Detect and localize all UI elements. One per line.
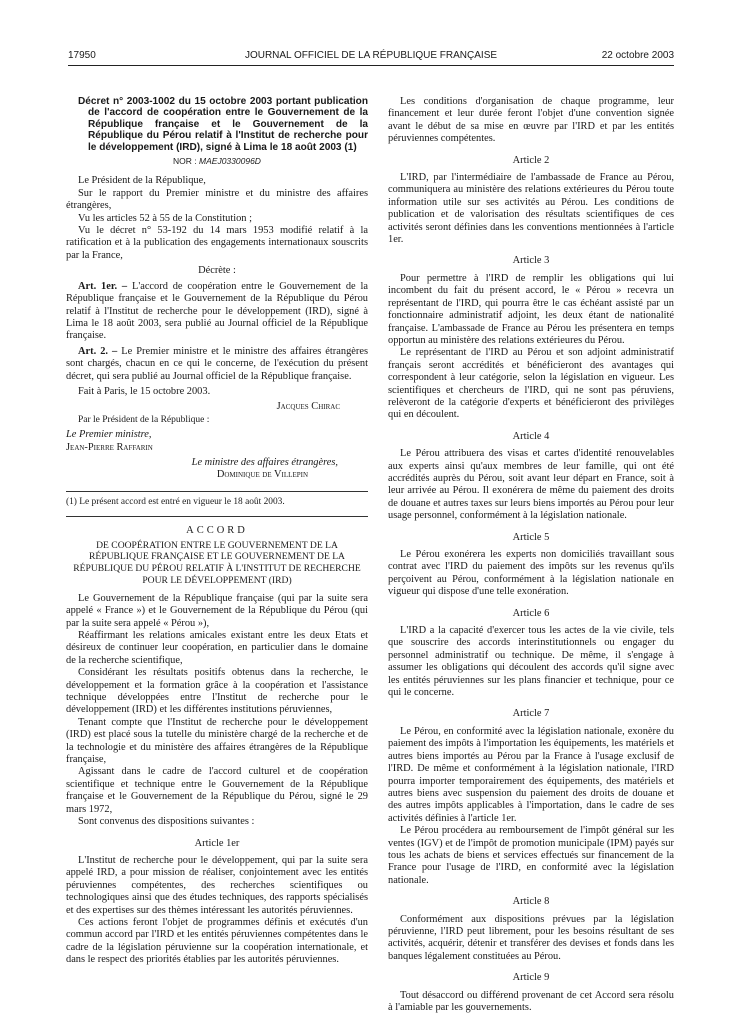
article-2-paragraph: L'IRD, par l'intermédiaire de l'ambassade de France au Pérou, communiquera au ministère des relations extérieures du Pérou toute information utile sur ses activités au Pérou. Les conditions de publication et de valorisation des résultats scientifiques de ces activités seront définies dans les conventions mentionnées à l'article 1er. — [388, 172, 674, 246]
article-6-heading: Article 6 — [512, 607, 550, 619]
par-le-president: Par le Président de la République : — [78, 414, 210, 425]
footnote-rule-bottom — [66, 516, 368, 517]
article-3-paragraph: Pour permettre à l'IRD de remplir les obligations qui lui incombent du fait du présent accord, le « Pérou » recevra un représentant de l'IRD, qui pourra être le cas échéant assisté par un fonctionnaire administratif adjoint, les deux étant de nationalité française. L'ambassade de France au Pérou les présentera en temps opportun au ministère des relations extérieures du Pérou. — [388, 272, 674, 346]
page-number: 17950 — [68, 50, 96, 61]
preamble-paragraph: Agissant dans le cadre de l'accord culturel et de coopération scientifique et technique entre le Gouvernement de la République française et le Gouvernement de la République du Pérou, signé le 29 mars 1972, — [66, 766, 368, 815]
decree-paragraph: Vu les articles 52 à 55 de la Constitution ; — [78, 212, 252, 224]
article-6-paragraph: L'IRD a la capacité d'exercer tous les actes de la vie civile, tels que souscrire des accords interinstitutionnels ou engager du personnel administratif ou technique. De même, il s'engage à assumer les obligations qui découlent des accords qu'il signe avec les entités péruviennes sur les plans financier et technique, pour ce qui le concerne. — [388, 625, 674, 699]
footnote-rule — [66, 491, 368, 492]
decree-paragraph: Le Président de la République, — [78, 175, 206, 187]
decree-title: Décret n° 2003-1002 du 15 octobre 2003 portant publication de l'accord de coopération entre le Gouvernement de la République française et le Gouvernement de la République du Pérou relatif à l'Institut de recherche pour le développement (IRD), signé à Lima le 18 août 2003 (1) — [78, 96, 368, 153]
decrete-label: Décrète : — [198, 265, 236, 277]
article-8-paragraph: Conformément aux dispositions prévues par la législation péruvienne, l'IRD peut librement, pour les besoins résultant de ses activités, acquérir, détenir et transférer des devises et fonds dans les banques légalement constituées au Pérou. — [388, 913, 674, 962]
signer-name: Jacques Chirac — [276, 401, 340, 413]
article-7-heading: Article 7 — [512, 708, 550, 720]
preamble-paragraph: Considérant les résultats positifs obtenus dans la recherche, le développement et la formation grâce à la coopération et l'assistance technique développées entre l'Institut de recherche pour le développement (IRD) et les différentes institutions péruviennes, — [66, 667, 368, 716]
page-header — [68, 50, 674, 64]
left-column — [66, 96, 368, 967]
mae-name: Dominique de Villepin — [216, 469, 308, 481]
pm-title: Le Premier ministre, — [66, 429, 152, 441]
preamble-paragraph: Réaffirmant les relations amicales existant entre les deux Etats et désireux de continuer leur coopération, en particulier dans le domaine de la recherche scientifique, — [66, 630, 368, 666]
preamble-paragraph: Tenant compte que l'Institut de recherche pour le développement (IRD) est placé sous la tutelle du ministère chargé de la recherche et de la technologie et du ministère des affaires étrangères de la République française, — [66, 716, 368, 766]
accord-heading: ACCORD — [186, 525, 248, 537]
journal-title: JOURNAL OFFICIEL DE LA RÉPUBLIQUE FRANÇAISE — [244, 50, 498, 61]
place-date: Fait à Paris, le 15 octobre 2003. — [78, 385, 211, 397]
article-7-paragraph: Le Pérou procédera au remboursement de l'impôt général sur les ventes (IGV) et de l'impôt de promotion municipale (IPM) payés sur tous les achats de biens et services effectués sur financement de la France pour l'usage de l'IRD, en conformité avec la législation nationale. — [388, 825, 674, 886]
article-7-paragraph: Le Pérou, en conformité avec la législation nationale, exonère du paiement des impôts à l'importation les équipements, les matériels et autres biens importés au Pérou par la France à l'usage exclusif de l'IRD. De même et conformément à la législation nationale, l'IRD pourra importer temporairement des équipements, des matériels et autres biens avec suspension du paiement des droits de douane et des autres impôts applicables à l'importation, dans le cadre de ses activités définies à l'article 1er. — [388, 725, 674, 824]
article-8-heading: Article 8 — [512, 896, 550, 908]
mae-title: Le ministre des affaires étrangères, — [191, 456, 338, 468]
article-4-paragraph: Le Pérou attribuera des visas et cartes d'identité renouvelables aux experts ainsi qu'aux membres de leur famille, qui ont été accrédités auprès du Pérou, soit avant leur départ en France, soit à leur arrivée au Pérou. Il exonérera de même du paiement des droits de douane et autres taxes sur leurs biens importés au Pérou pour leur usage personnel, conformément à la législation nationale. — [388, 448, 674, 522]
article-9-paragraph: Tout désaccord ou différend provenant de cet Accord sera résolu à l'amiable par les gouvernements. — [388, 989, 674, 1013]
preamble-paragraph: Sont convenus des dispositions suivantes : — [78, 816, 255, 828]
article-5-heading: Article 5 — [512, 531, 550, 543]
article-4-heading: Article 4 — [512, 430, 550, 442]
decree-article-2: Art. 2. – Le Premier ministre et le ministre des affaires étrangères sont chargés, chacun en ce qui le concerne, de l'exécution du présent décret, qui sera publié au Journal officiel de la République française. — [66, 345, 368, 382]
article-1-paragraph: Les conditions d'organisation de chaque programme, leur financement et leur durée feront l'objet d'une convention signée avant le début de sa mise en œuvre par l'IRD et par les entités péruviennes compétentes. — [388, 96, 674, 145]
article-5-paragraph: Le Pérou exonérera les experts non domiciliés travaillant sous contrat avec l'IRD du paiement des impôts sur les revenus qu'ils perçoivent au Pérou, conformément à la législation nationale en vigueur qui dispose d'une telle exonération. — [388, 549, 674, 598]
preamble-paragraph: Le Gouvernement de la République française (qui par la suite sera appelé « France ») et le Gouvernement de la République du Pérou (qui par la suite sera appelé « Pérou »), — [66, 592, 368, 629]
right-column — [388, 96, 674, 1014]
decree-paragraph: Sur le rapport du Premier ministre et du ministre des affaires étrangères, — [66, 187, 368, 212]
article-3-heading: Article 3 — [512, 255, 550, 267]
article-9-heading: Article 9 — [512, 972, 550, 984]
article-1-paragraph: Ces actions feront l'objet de programmes définis et exécutés d'un commun accord par l'IRD et les entités péruviennes compétentes dans le cadre de la législation péruvienne sur la coopération internationale, et dans le respect des priorités établies par les autorités péruviennes. — [66, 916, 368, 966]
footnote: (1) Le présent accord est entré en vigueur le 18 août 2003. — [66, 496, 285, 507]
decree-paragraph: Vu le décret n° 53-192 du 14 mars 1953 modifié relatif à la ratification et à la publication des engagements internationaux souscrits par la France, — [66, 225, 368, 261]
article-2-heading: Article 2 — [512, 154, 550, 166]
article-3-paragraph: Le représentant de l'IRD au Pérou et son adjoint administratif français seront accrédités et bénéficieront des avantages qui correspondent à leur catégorie, selon la législation en vigueur. Les scientifiques et chercheurs de l'IRD, qui ne sont pas péruviens, relèveront de la catégorie d'experts et bénéficieront des privilèges qui en découlent. — [388, 347, 674, 421]
article-1-paragraph: L'Institut de recherche pour le développement, qui par la suite sera appelé IRD, a pour mission de réaliser, conjointement avec les entités péruviennes compétentes, des recherches scientifiques ou technologiques ainsi que des études techniques, des rapports spécialisés et des expertises sur des thèmes intéressant les autorités péruviennes. — [66, 854, 368, 916]
decree-article-1: Art. 1er. – L'accord de coopération entre le Gouvernement de la République française et le Gouvernement de la République du Pérou relatif à l'Institut de recherche pour le développement (IRD), signé à Lima le 18 août 2003, sera publié au Journal officiel de la République française. — [66, 280, 368, 342]
issue-date: 22 octobre 2003 — [601, 50, 674, 61]
pm-name: Jean-Pierre Raffarin — [66, 441, 153, 453]
nor-reference: NOR : MAEJ0330096D — [173, 156, 261, 167]
header-rule — [68, 65, 674, 66]
accord-subtitle: DE COOPÉRATION ENTRE LE GOUVERNEMENT DE LA RÉPUBLIQUE FRANÇAISE ET LE GOUVERNEMENT DE LA RÉPUBLIQUE DU PÉROU RELATIF À L'INSTITUT DE RECHERCHE POUR LE DÉVELOPPEMENT (IRD) — [73, 539, 361, 586]
article-1-heading: Article 1er — [194, 837, 240, 849]
